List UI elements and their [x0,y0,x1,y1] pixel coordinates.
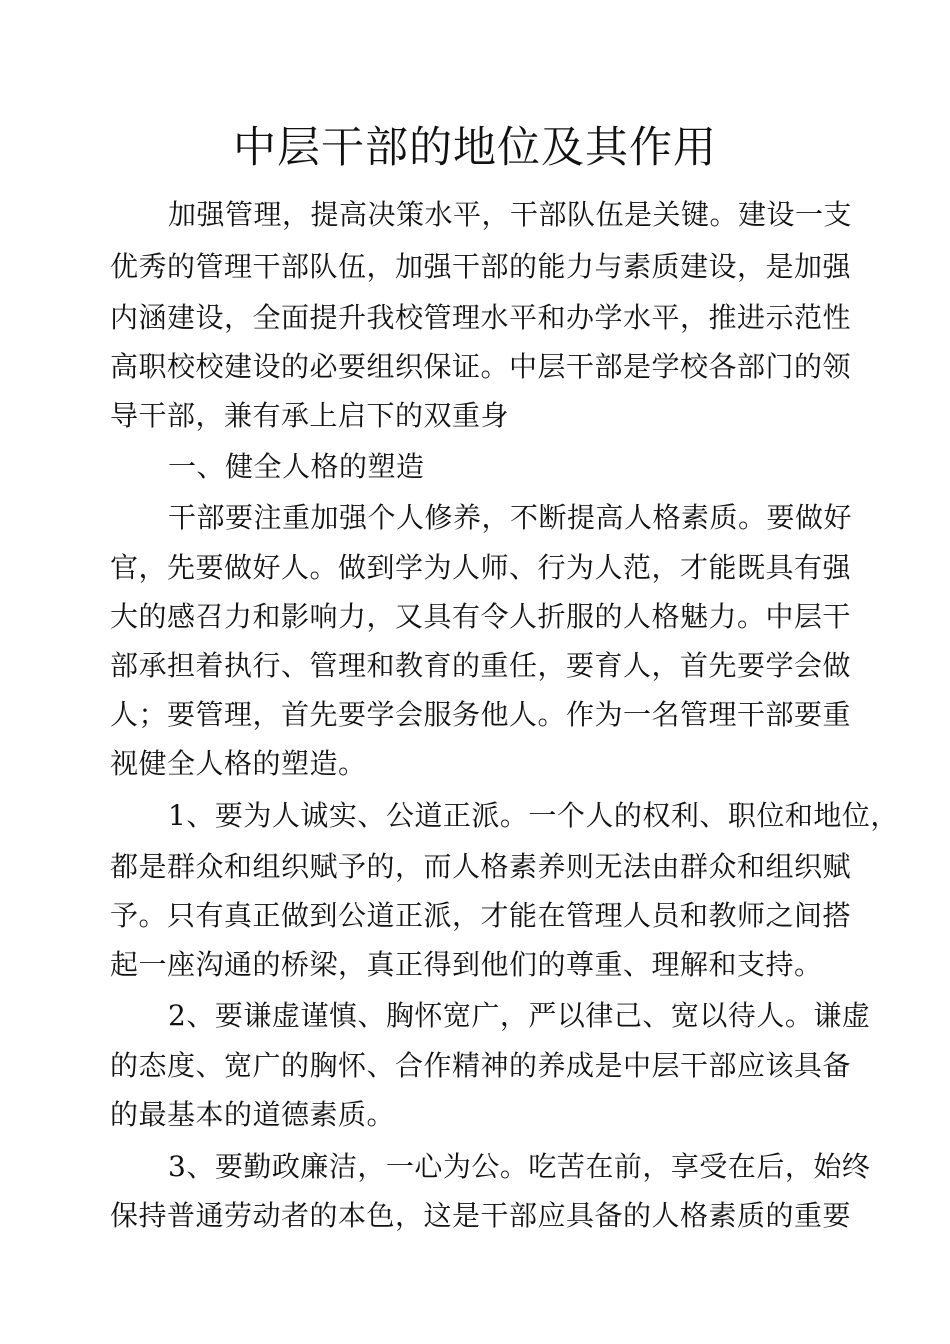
paragraph-line: 内涵建设，全面提升我校管理水平和办学水平，推进示范性 [110,301,852,334]
document-title: 中层干部的地位及其作用 [233,123,717,173]
paragraph-line: 部承担着执行、管理和教育的重任，要育人，首先要学会做 [110,649,852,682]
paragraph-line: 的最基本的道德素质。 [110,1098,396,1131]
list-item-line: 1、要为人诚实、公道正派。一个人的权利、职位和地位， [168,799,899,832]
paragraph-line: 起一座沟通的桥梁，真正得到他们的尊重、理解和支持。 [110,948,823,981]
paragraph-line: 干部要注重加强个人修养，不断提高人格素质。要做好 [168,501,853,534]
paragraph-line: 视健全人格的塑造。 [110,747,367,780]
paragraph-line: 人；要管理，首先要学会服务他人。作为一名管理干部要重 [110,698,852,731]
paragraph-line: 优秀的管理干部队伍，加强干部的能力与素质建设，是加强 [110,250,852,283]
paragraph-line: 都是群众和组织赋予的，而人格素养则无法由群众和组织赋 [110,850,852,883]
paragraph-line: 的态度、宽广的胸怀、合作精神的养成是中层干部应该具备 [110,1049,852,1082]
list-item-line: 3、要勤政廉洁，一心为公。吃苦在前，享受在后，始终 [168,1150,871,1183]
paragraph-line: 高职校校建设的必要组织保证。中层干部是学校各部门的领 [110,350,852,383]
list-item-line: 2、要谦虚谨慎、胸怀宽广，严以律己、宽以待人。谦虚 [168,999,871,1032]
paragraph-line: 官，先要做好人。做到学为人师、行为人范，才能既具有强 [110,551,852,584]
paragraph-line: 导干部，兼有承上启下的双重身 [110,399,510,432]
paragraph-line: 保持普通劳动者的本色，这是干部应具备的人格素质的重要 [110,1199,852,1232]
paragraph-line: 大的感召力和影响力，又具有令人折服的人格魅力。中层干 [110,600,852,633]
section-heading: 一、健全人格的塑造 [168,450,425,483]
paragraph-line: 予。只有真正做到公道正派，才能在管理人员和教师之间搭 [110,899,852,932]
paragraph-line: 加强管理，提高决策水平，干部队伍是关键。建设一支 [168,198,853,231]
